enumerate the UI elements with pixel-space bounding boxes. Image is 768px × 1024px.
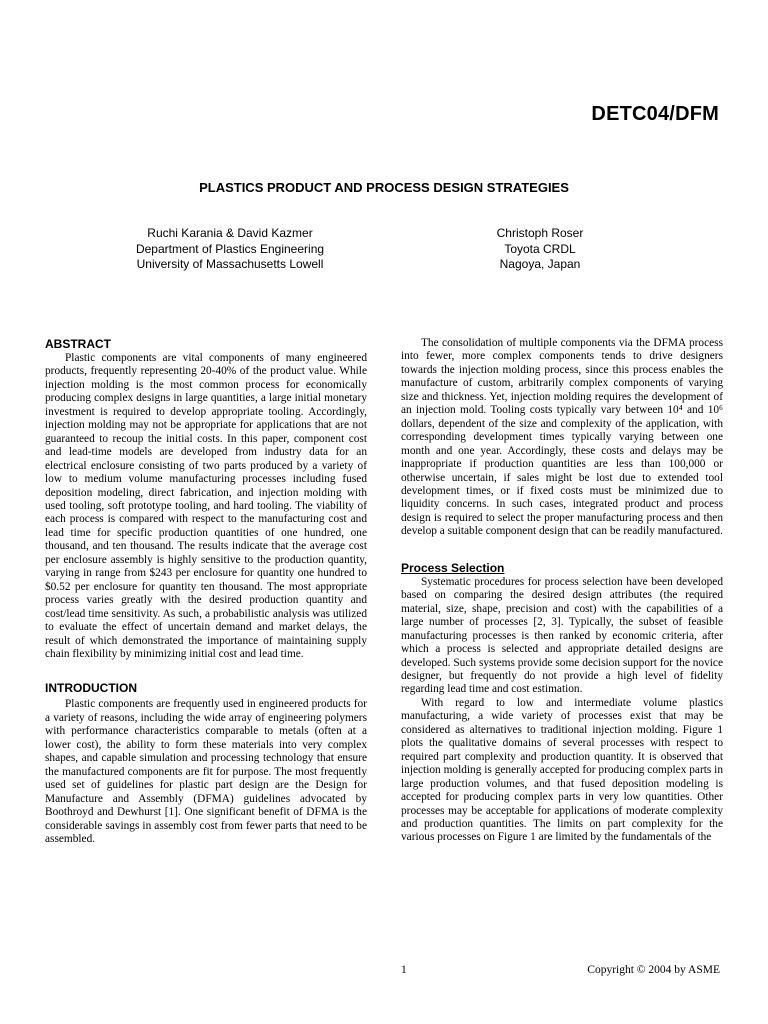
process-selection-para-1: Systematic procedures for process selection have been developed based on comparing the desired design attributes (the required material, size, shape, precision and cost) with the capabilities of a large number of processes [2, 3]. Typically, the subset of feasible manufacturing processes is then ranked by economic criteria, after which a process is selected and appropriate detailed designs are developed. Such systems provide some decision support for the novice designer, but frequently do not provide a high level of fidelity regarding lead time and cost estimation. [401, 575, 723, 696]
left-column [45, 337, 367, 846]
author-location: Nagoya, Japan [499, 257, 581, 272]
author-name: Christoph Roser [496, 226, 584, 240]
author-block-right [410, 226, 670, 273]
author-names: Ruchi Karania & David Kazmer [147, 226, 313, 240]
dfma-consolidation-text: The consolidation of multiple components via the DFMA process into fewer, more complex components tends to drive designers towards the injection molding process, since this process enables the manufacture of custom, arbitrarily complex components of varying size and thickness. Yet, injection molding requires the development of an injection mold. Tooling costs typically vary between 10⁴ and 10⁶ dollars, dependent of the size and complexity of the application, with corresponding development times typically varying between one month and one year. Accordingly, these costs and delays may be inappropriate if production quantities are less than 100,000 or otherwise uncertain, if sales might be lost due to extended tool development times, or if fixed costs must be minimized due to liquidity concerns. In such cases, integrated product and process design is required to select the proper manufacturing process and then develop a suitable component design that can be readily manufactured. [401, 337, 723, 538]
author-block-left [100, 226, 360, 273]
author-university: University of Massachusetts Lowell [136, 257, 324, 272]
process-selection-heading: Process Selection [401, 560, 505, 575]
introduction-text: Plastic components are frequently used in engineered products for a variety of reasons, including the wide array of engineering polymers with performance characteristics comparable to metals (often at a lower cost), the ability to form these materials into very complex shapes, and capable simulation and processing technology that ensure the manufactured components are fit for purpose. The most frequently used set of guidelines for plastic part design are the Design for Manufacture and Assembly (DFMA) guidelines advocated by Boothroyd and Dewhurst [1]. One significant benefit of DFMA is the considerable savings in assembly cost from fewer parts that need to be assembled. [45, 698, 367, 845]
paper-title: PLASTICS PRODUCT AND PROCESS DESIGN STRATEGIES [199, 180, 569, 195]
copyright-notice: Copyright © 2004 by ASME [587, 964, 720, 976]
abstract-heading: ABSTRACT [45, 337, 111, 351]
right-column [401, 337, 723, 845]
process-selection-para-2: With regard to low and intermediate volume plastics manufacturing, a wide variety of processes exist that may be considered as alternatives to traditional injection molding. Figure 1 plots the qualitative domains of several processes with respect to required part complexity and production quantity. It is observed that injection molding is generally accepted for producing complex parts in large production volumes, and that fused deposition modeling is accepted for producing complex parts in very low quantities. Other processes may be acceptable for applications of moderate complexity and production quantities. The limits on part complexity for the various processes on Figure 1 are limited by the fundamentals of the [401, 696, 723, 844]
author-organization: Toyota CRDL [504, 241, 576, 256]
abstract-text: Plastic components are vital components of many engineered products, frequently representing 20-40% of the product value. While injection molding is the most common process for economically producing complex designs in large quantities, a large initial monetary investment is required to develop appropriate tooling. Accordingly, injection molding may not be appropriate for applications that are not guaranteed to recoup the initial costs. In this paper, component cost and lead-time models are developed from industry data for an electrical enclosure consisting of two parts produced by a variety of low to medium volume manufacturing processes including fused deposition modeling, direct fabrication, and injection molding with used tooling, soft prototype tooling, and hard tooling. The viability of each process is compared with respect to the manufacturing cost and lead time for specific production quantities of one hundred, one thousand, and ten thousand. The results indicate that the average cost per enclosure assembly is highly sensitive to the production quantity, varying in range from $243 per enclosure for quantity one hundred to $0.52 per enclosure for quantity ten thousand. The most appropriate process varies greatly with the desired production quantity and cost/lead time sensitivity. As such, a probabilistic analysis was utilized to evaluate the effect of uncertain demand and market delays, the result of which demonstrated the importance of maintaining supply chain flexibility by minimizing initial cost and lead time. [45, 352, 367, 660]
author-department: Department of Plastics Engineering [135, 241, 325, 256]
paper-code: DETC04/DFM [591, 103, 719, 125]
introduction-heading: INTRODUCTION [45, 681, 137, 696]
page-number: 1 [401, 964, 407, 976]
